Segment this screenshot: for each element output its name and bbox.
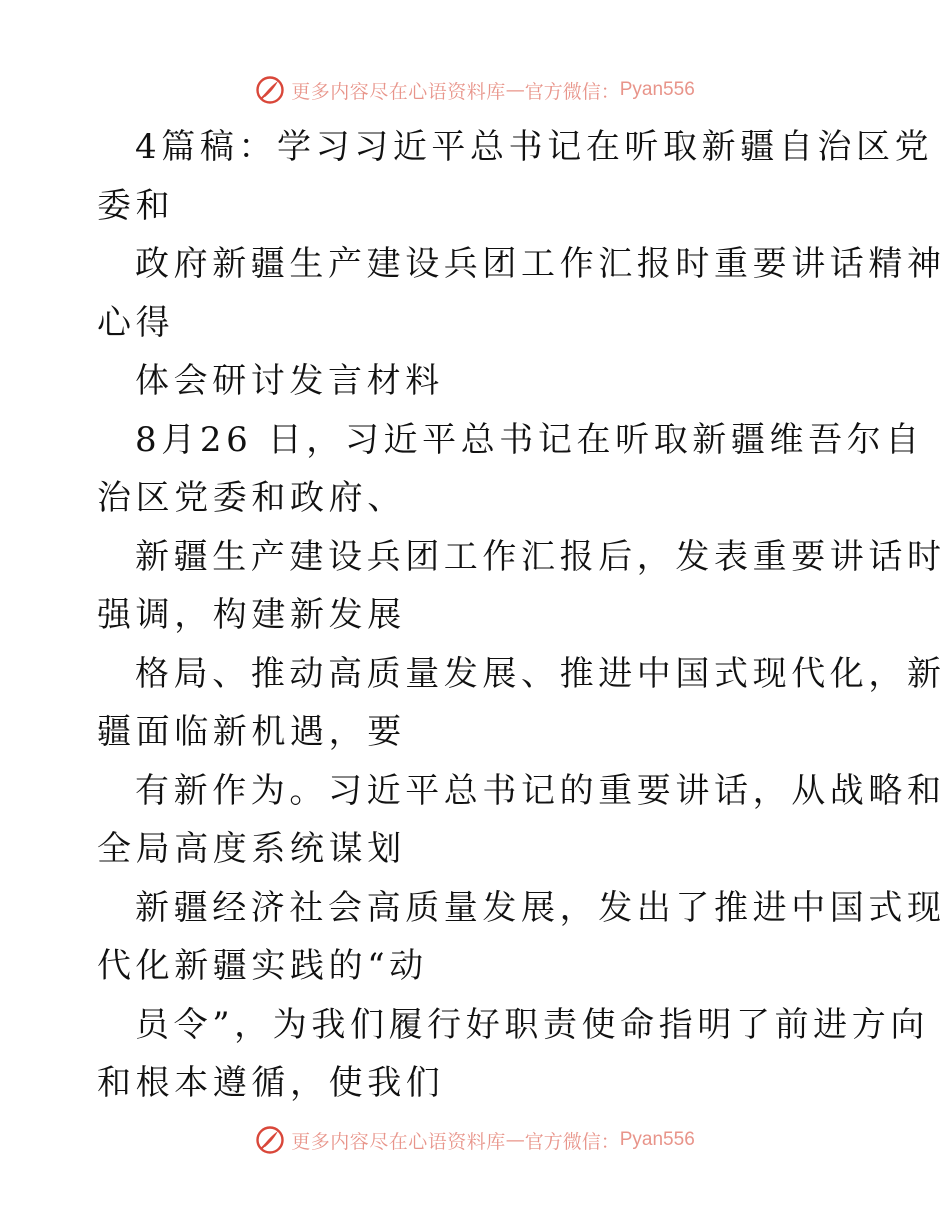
document-body bbox=[97, 118, 946, 1113]
quill-seal-icon bbox=[255, 1125, 285, 1155]
footer-watermark bbox=[0, 1122, 950, 1158]
watermark-dash: — bbox=[505, 79, 525, 101]
text-line: 心得 bbox=[97, 302, 175, 343]
text-line: 员令”，为我们履行好职责使命指明了前进方向 bbox=[135, 1004, 929, 1045]
text-line: 有新作为。习近平总书记的重要讲话，从战略和 bbox=[135, 770, 946, 811]
quill-seal-icon bbox=[255, 75, 285, 105]
watermark-dash: — bbox=[505, 1129, 525, 1151]
text-line: 8月26 日，习近平总书记在听取新疆维吾尔自 bbox=[135, 419, 924, 460]
header-watermark bbox=[0, 72, 950, 108]
text-line: 4篇稿：学习习近平总书记在听取新疆自治区党 bbox=[135, 127, 934, 167]
text-line: 强调，构建新发展 bbox=[97, 595, 406, 635]
text-line: 代化新疆实践的“动 bbox=[97, 946, 428, 986]
watermark-site-text: 更多内容尽在心语资料库 bbox=[291, 80, 506, 103]
text-line: 治区党委和政府、 bbox=[97, 478, 406, 518]
text-line: 疆面临新机遇，要 bbox=[97, 712, 406, 752]
text-line: 全局高度系统谋划 bbox=[97, 829, 406, 869]
watermark-wechat-id: Pyan556 bbox=[619, 1129, 695, 1150]
text-line: 新疆生产建设兵团工作汇报后，发表重要讲话时 bbox=[135, 536, 946, 577]
text-line: 和根本遵循，使我们 bbox=[97, 1063, 445, 1103]
text-line: 委和 bbox=[97, 185, 175, 226]
watermark-wechat-id: Pyan556 bbox=[619, 79, 695, 100]
watermark-wechat-label: 官方微信： bbox=[524, 1130, 620, 1153]
watermark-wechat-label: 官方微信： bbox=[524, 80, 620, 103]
text-line: 格局、推动高质量发展、推进中国式现代化，新 bbox=[135, 653, 946, 694]
text-line: 新疆经济社会高质量发展，发出了推进中国式现 bbox=[135, 887, 946, 928]
text-line: 体会研讨发言材料 bbox=[135, 361, 444, 401]
text-line: 政府新疆生产建设兵团工作汇报时重要讲话精神 bbox=[135, 244, 946, 284]
watermark-site-text: 更多内容尽在心语资料库 bbox=[291, 1130, 506, 1153]
